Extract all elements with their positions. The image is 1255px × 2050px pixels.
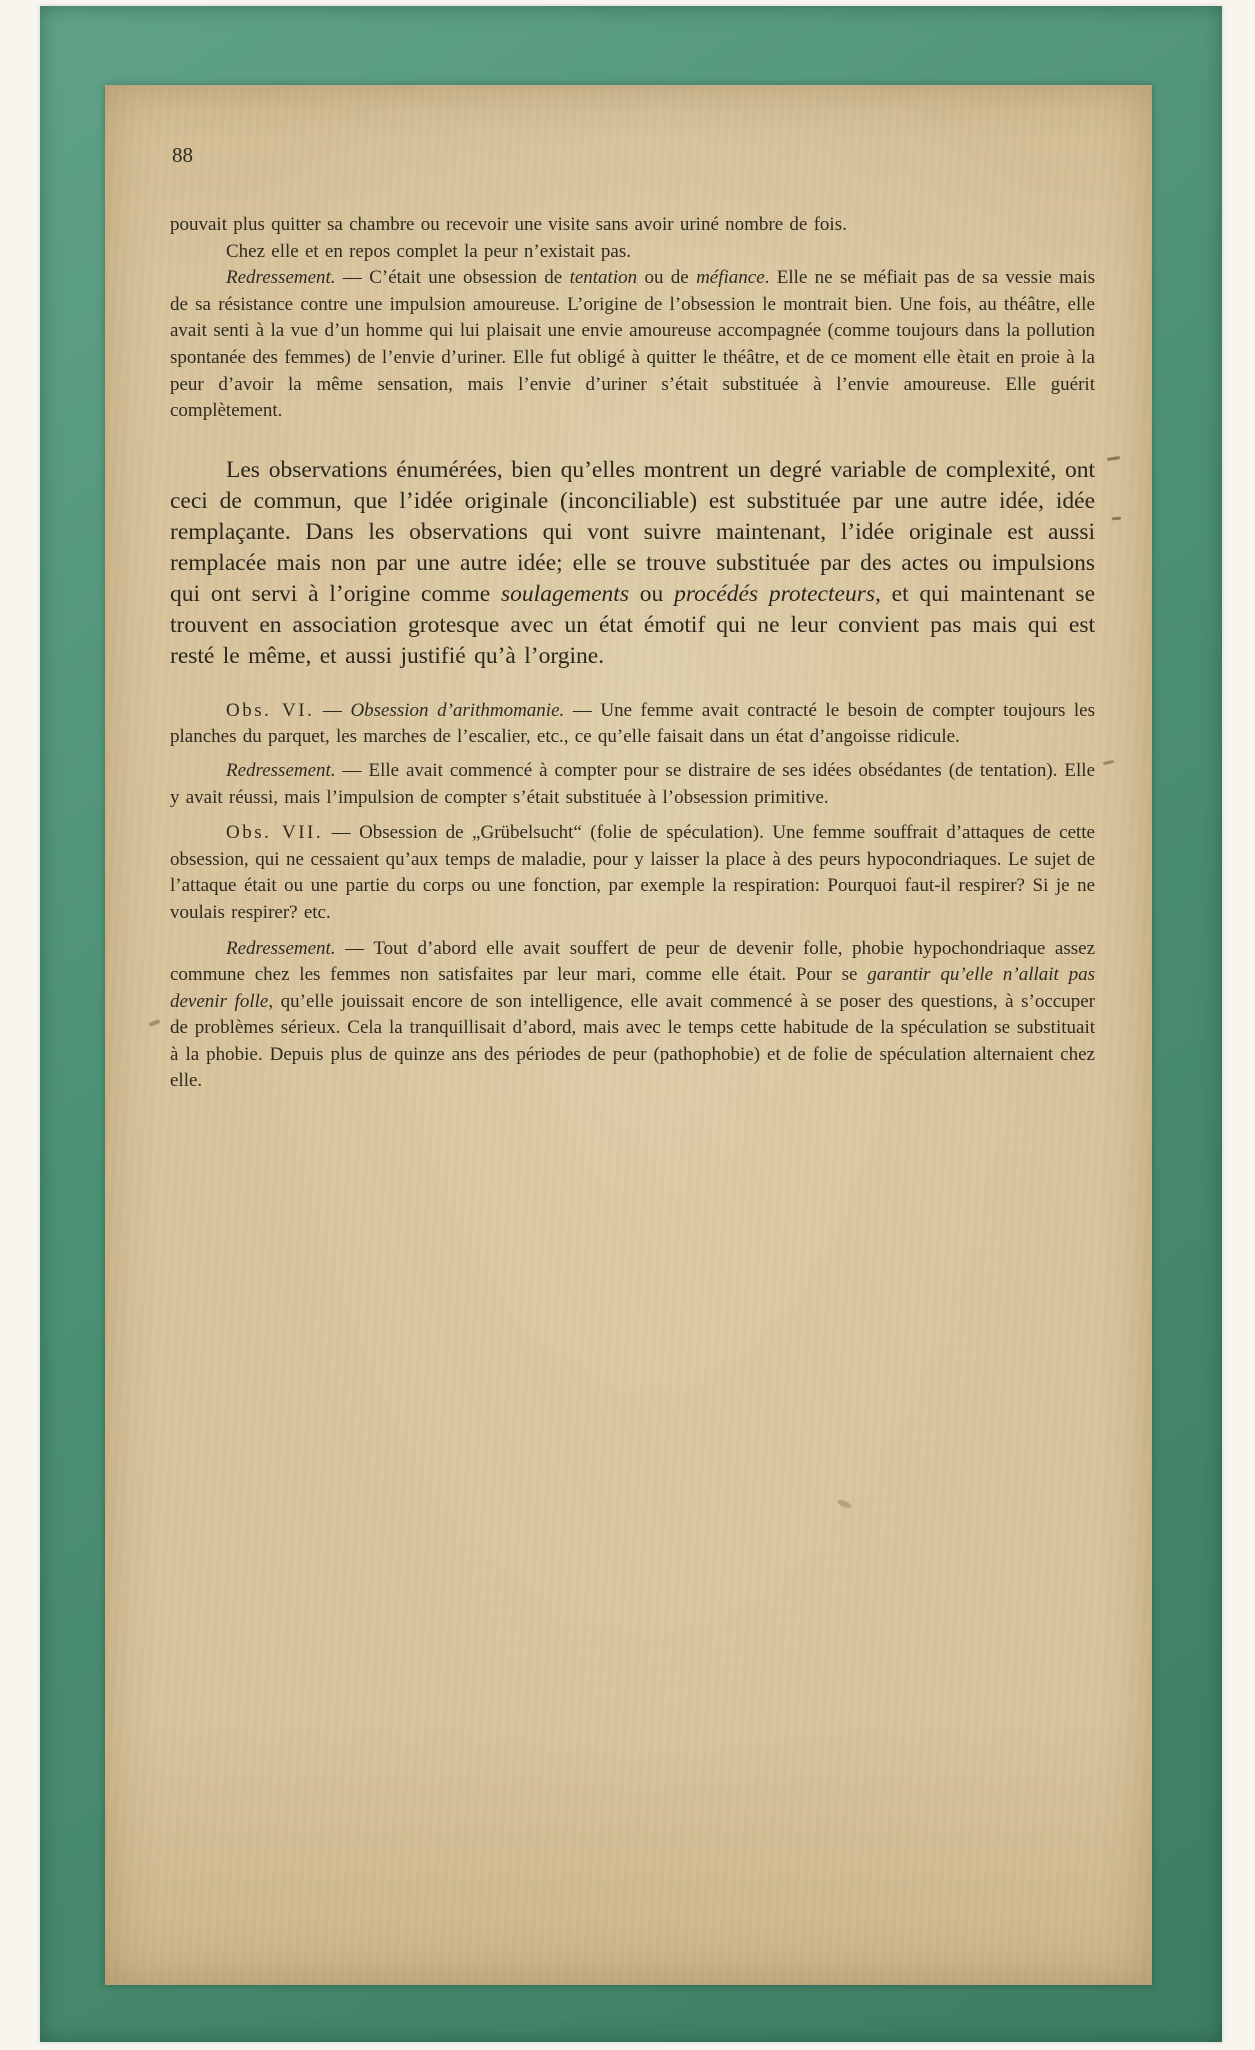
body-paragraph [170,820,1095,926]
text-run: Obs. VI. [226,699,315,721]
italic-text-run: tentation [569,267,638,289]
text-run: — Obsession de „Grübelsucht“ (folie de spéculation). Une femme souffrait d’attaques de cette obsession, qui ne cessaient qu’aux temps de maladie, pour y laisser la place à des peurs hypocondriaques. Le sujet de l’attaque était ou une partie du corps ou une fonction, par exemple la respiration: Pourquoi faut-il respirer? Si je ne voulais respirer? etc. [170,822,1095,923]
book-page [105,85,1152,1985]
page-number: 88 [172,143,193,167]
text-run: , et qui maintenant se trouvent en association grotesque avec un état émotif qui ne leur convient pas mais qui est resté le même, et aussi justifié qu’à l’orgine. [170,580,1096,669]
body-paragraph [170,758,1095,811]
italic-text-run: procédés protecteurs [674,580,875,607]
text-run: ou de [637,267,697,289]
italic-text-run: Redressement. [226,937,336,959]
text-run: — Une femme avait contracté le besoin de compter toujours les planches du parquet, les marches de l’escalier, etc., ce qu’elle faisait dans un état d’angoisse ridicule. [170,699,1095,748]
text-run: Les observations énumérées, bien qu’elles montrent un degré variable de complexité, ont ceci de commun, que l’idée originale (inconciliable) est substituée par une autre idée, idée remplaçante. Dans les observations qui vont suivre maintenant, l’idée originale est aussi remplacée mais non par une autre idée; elle se trouve substituée par des actes ou impulsions qui ont servi à l’origine comme [170,456,1095,607]
italic-text-run: Redressement. [226,267,336,289]
text-run: Obs. VII. [226,822,324,844]
text-run: pouvait plus quitter sa chambre ou recevoir une visite sans avoir uriné nombre de fois. [170,214,847,235]
text-run: , qu’elle jouissait encore de son intelligence, elle avait commencé à se poser des questions, à s’occuper de problèmes sérieux. Cela la tranquillisait d’abord, mais avec le temps cette habitude de la spéculation se substituait à la phobie. Depuis plus de quinze ans des périodes de peur (pathophobie) et de folie de spéculation alternaient chez elle. [170,990,1095,1092]
italic-text-run: Redressement. [226,759,336,781]
italic-text-run: soulagements [501,580,629,607]
italic-text-run: garantir qu’elle n’allait pas devenir folle [170,964,1095,1012]
italic-text-run: Obsession d’arithmomanie. [350,699,565,721]
body-paragraph [170,455,1095,672]
scan-artifact [1107,456,1120,461]
text-run: Chez elle et en repos complet la peur n’existait pas. [226,240,631,262]
scan-artifact [1103,760,1114,765]
body-paragraph [170,936,1095,1096]
text-run: — Tout d’abord elle avait souffert de peur de devenir folle, phobie hypochondriaque assez commune chez les femmes non satisfaites par leur mari, comme elle était. Pour se [170,937,1095,986]
body-paragraph [170,239,1095,266]
body-paragraph [170,698,1095,751]
scan-artifact [836,1498,852,1510]
text-run: — C’était une obsession de [335,267,570,289]
scan-artifact [149,1019,161,1027]
text-run: — Elle avait commencé à compter pour se distraire de ses idées obsédantes (de tentation). Elle y avait réussi, mais l’impulsion de compter s’était substituée à l’obsession primitive. [170,759,1095,808]
page-text [170,212,1095,1095]
italic-text-run: méfiance [696,267,765,289]
text-run: — [314,699,351,721]
scan-artifact [1112,517,1121,521]
scan-green-border [40,6,1222,2042]
text-run: . Elle ne se méfiait pas de sa vessie mais de sa résistance contre une impulsion amoureuse. L’origine de l’obsession le montrait bien. Une fois, au théâtre, elle avait senti à la vue d’un homme qui lui plaisait une envie amoureuse accompagnée (comme toujours dans la pollution spontanée des femmes) de l’envie d’uriner. Elle fut obligé à quitter le théâtre, et de ce moment elle ètait en proie à la peur d’avoir la même sensation, mais l’envie d’uriner s’était substituée à l’envie amoureuse. Elle guérit complètement. [170,267,1096,422]
body-paragraph [170,212,1095,239]
text-run: ou [628,580,675,607]
body-paragraph [170,265,1095,425]
